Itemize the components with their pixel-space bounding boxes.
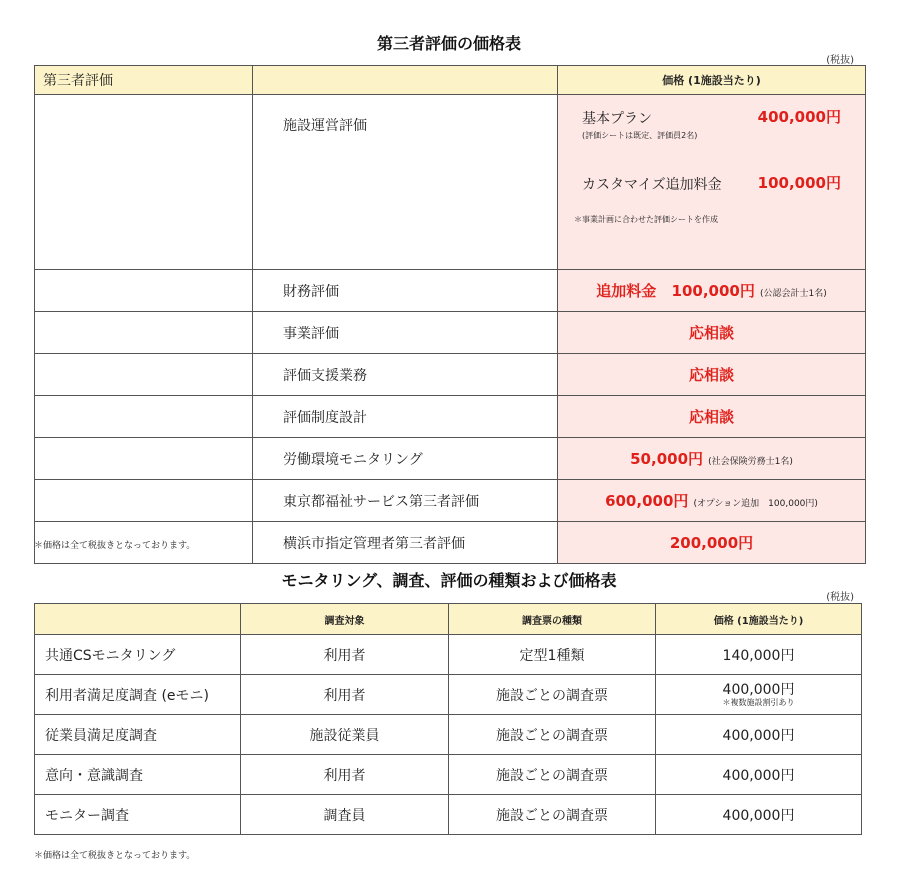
row-target: 利用者 (241, 755, 449, 795)
monitoring-survey-price-table (34, 603, 862, 835)
price-value: 100,000円 (671, 282, 755, 300)
price-note: (公認会計士1名) (759, 289, 827, 299)
header-blank (35, 604, 241, 635)
table-row (35, 795, 862, 835)
section1-title: 第三者評価の価格表 (376, 34, 521, 53)
table-row-facility (35, 95, 866, 270)
table-row (35, 396, 866, 438)
row-blank-cell (35, 270, 253, 312)
section2-title: モニタリング、調査、評価の種類および価格表 (281, 571, 617, 590)
row-form-type: 施設ごとの調査票 (449, 755, 656, 795)
row-blank-cell (35, 480, 253, 522)
row-blank-cell (35, 396, 253, 438)
custom-price: 100,000円 (757, 173, 841, 192)
plan-label: 基本プラン (582, 110, 652, 127)
row-name: 従業員満足度調査 (35, 715, 241, 755)
row-target: 施設従業員 (241, 715, 449, 755)
row-price: 140,000円 (656, 635, 862, 675)
price-value: 200,000円 (669, 534, 754, 552)
row-price-cell (656, 675, 862, 715)
row-blank-cell (35, 354, 253, 396)
header-evaluation: 第三者評価 (35, 66, 253, 95)
custom-label: カスタマイズ追加料金 (582, 176, 722, 193)
row-form-type: 施設ごとの調査票 (449, 715, 656, 755)
header-price: 価格 (1施設当たり) (656, 604, 862, 635)
discount-note: ＊複数施設割引あり (722, 698, 795, 707)
price-value: 応相談 (688, 324, 734, 342)
table-row (35, 354, 866, 396)
row-price-cell (558, 354, 866, 396)
custom-note: ＊事業計画に合わせた評価シートを作成 (574, 214, 718, 224)
table-row (35, 312, 866, 354)
section2-footnote: ＊価格は全て税抜きとなっております。 (34, 851, 196, 861)
table-row (35, 480, 866, 522)
row-name: 施設運営評価 (253, 95, 558, 270)
row-price-cell (558, 95, 866, 270)
table-row (35, 270, 866, 312)
row-name: 評価支援業務 (253, 354, 558, 396)
price-prefix: 追加料金 (596, 282, 657, 300)
section1-footnote: ＊価格は全て税抜きとなっております。 (34, 541, 196, 551)
header-blank (253, 66, 558, 95)
row-blank-cell (35, 95, 253, 270)
price-value: 50,000円 (630, 450, 704, 468)
table-row (35, 755, 862, 795)
row-price-cell (558, 270, 866, 312)
row-price-cell (558, 522, 866, 564)
row-name: 財務評価 (253, 270, 558, 312)
header-price: 価格 (1施設当たり) (558, 66, 866, 95)
price-note: (オプション追加 100,000円) (693, 499, 818, 509)
row-price-cell (558, 480, 866, 522)
row-price: 400,000円 (656, 795, 862, 835)
row-price-cell (558, 396, 866, 438)
section2-tax-note: (税抜) (826, 592, 854, 603)
row-name: モニター調査 (35, 795, 241, 835)
plan-price: 400,000円 (757, 107, 841, 126)
table-row (35, 438, 866, 480)
row-price-cell (558, 438, 866, 480)
row-price: 400,000円 (656, 715, 862, 755)
row-name: 意向・意識調査 (35, 755, 241, 795)
row-target: 利用者 (241, 675, 449, 715)
row-target: 調査員 (241, 795, 449, 835)
section1-tax-note: (税抜) (826, 55, 854, 66)
price-value: 600,000円 (605, 492, 689, 510)
row-blank-cell (35, 438, 253, 480)
row-name: 東京都福祉サービス第三者評価 (253, 480, 558, 522)
row-form-type: 施設ごとの調査票 (449, 795, 656, 835)
row-form-type: 施設ごとの調査票 (449, 675, 656, 715)
row-price: 400,000円 (722, 682, 795, 698)
row-name: 事業評価 (253, 312, 558, 354)
price-note: (社会保険労務士1名) (708, 457, 793, 467)
table-row (35, 675, 862, 715)
table-header-row (35, 604, 862, 635)
row-name: 横浜市指定管理者第三者評価 (253, 522, 558, 564)
price-value: 応相談 (688, 408, 734, 426)
plan-note: (評価シートは既定、評価員2名) (582, 130, 698, 140)
row-name: 評価制度設計 (253, 396, 558, 438)
table-row (35, 715, 862, 755)
row-target: 利用者 (241, 635, 449, 675)
table-header-row (35, 66, 866, 95)
price-value: 応相談 (688, 366, 734, 384)
row-name: 利用者満足度調査 (eモニ) (35, 675, 241, 715)
header-target: 調査対象 (241, 604, 449, 635)
row-form-type: 定型1種類 (449, 635, 656, 675)
third-party-evaluation-price-table (34, 65, 866, 564)
row-price-cell (558, 312, 866, 354)
row-blank-cell (35, 312, 253, 354)
row-name: 労働環境モニタリング (253, 438, 558, 480)
row-price: 400,000円 (656, 755, 862, 795)
row-name: 共通CSモニタリング (35, 635, 241, 675)
header-form-type: 調査票の種類 (449, 604, 656, 635)
table-row (35, 635, 862, 675)
